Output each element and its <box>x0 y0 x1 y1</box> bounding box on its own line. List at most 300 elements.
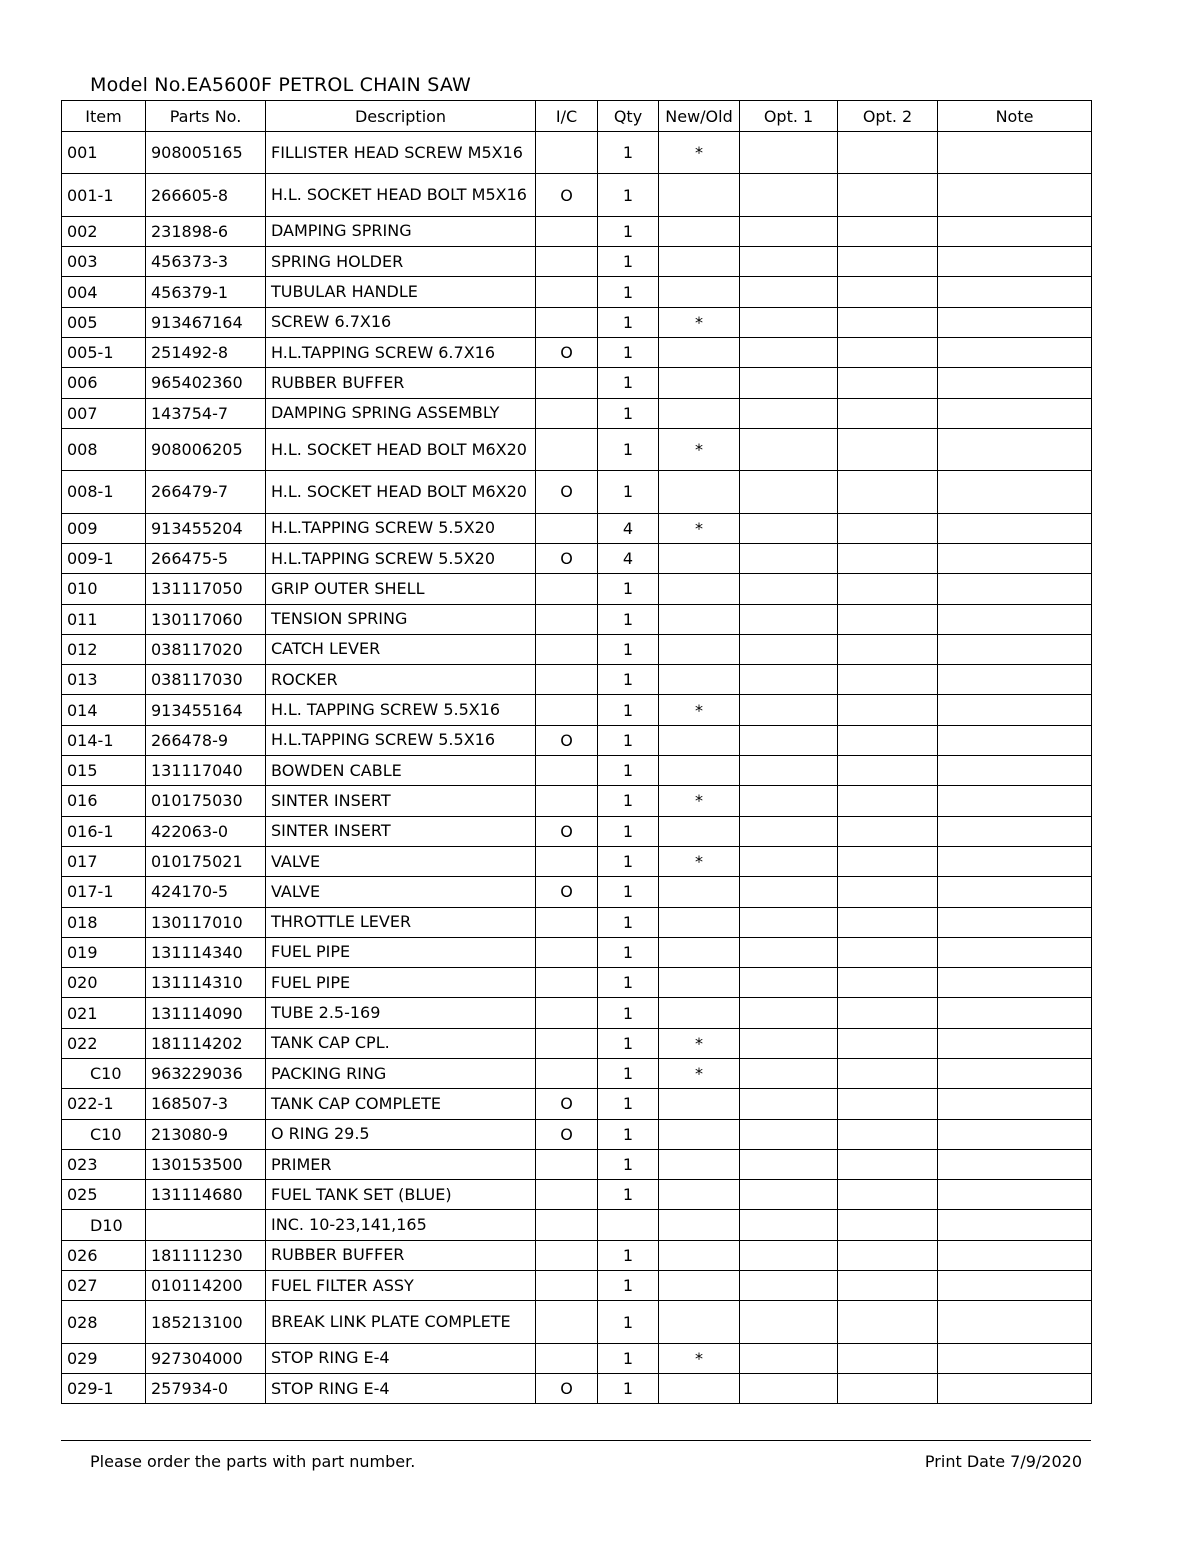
opt2-cell <box>838 877 938 907</box>
parts-no-cell: 213080-9 <box>146 1119 266 1149</box>
opt2-cell <box>838 1058 938 1088</box>
parts-no-cell: 131114680 <box>146 1180 266 1210</box>
qty-cell: 1 <box>598 816 659 846</box>
item-cell: 022 <box>62 1028 146 1058</box>
parts-no-cell: 168507-3 <box>146 1089 266 1119</box>
qty-cell: 1 <box>598 756 659 786</box>
parts-no-cell: 131114310 <box>146 968 266 998</box>
opt2-cell <box>838 604 938 634</box>
item-cell: 020 <box>62 968 146 998</box>
description-cell: H.L. SOCKET HEAD BOLT M6X20 <box>266 428 536 470</box>
table-row <box>62 277 1092 307</box>
note-cell <box>938 428 1092 470</box>
opt1-cell <box>740 1119 838 1149</box>
qty-cell: 1 <box>598 665 659 695</box>
new-old-cell <box>659 907 740 937</box>
opt1-cell <box>740 471 838 513</box>
new-old-cell <box>659 174 740 216</box>
opt2-cell <box>838 937 938 967</box>
item-cell: 018 <box>62 907 146 937</box>
note-cell <box>938 634 1092 664</box>
opt1-cell <box>740 307 838 337</box>
description-cell: RUBBER BUFFER <box>266 368 536 398</box>
new-old-cell <box>659 1089 740 1119</box>
ic-cell <box>536 968 598 998</box>
parts-no-cell: 908006205 <box>146 428 266 470</box>
ic-cell <box>536 368 598 398</box>
parts-no-cell: 913455164 <box>146 695 266 725</box>
description-cell: FUEL TANK SET (BLUE) <box>266 1180 536 1210</box>
qty-cell: 1 <box>598 695 659 725</box>
table-row <box>62 695 1092 725</box>
opt1-cell <box>740 513 838 543</box>
description-cell: FUEL PIPE <box>266 937 536 967</box>
item-cell: 004 <box>62 277 146 307</box>
item-cell: C10 <box>62 1119 146 1149</box>
item-cell: 022-1 <box>62 1089 146 1119</box>
opt2-cell <box>838 665 938 695</box>
note-cell <box>938 725 1092 755</box>
qty-cell: 4 <box>598 513 659 543</box>
description-cell: VALVE <box>266 846 536 876</box>
ic-cell: O <box>536 877 598 907</box>
new-old-cell <box>659 1180 740 1210</box>
new-old-cell <box>659 1210 740 1240</box>
print-date: Print Date 7/9/2020 <box>924 1452 1082 1471</box>
note-cell <box>938 1210 1092 1240</box>
new-old-cell: * <box>659 786 740 816</box>
new-old-cell <box>659 725 740 755</box>
note-cell <box>938 1343 1092 1373</box>
item-cell: C10 <box>62 1058 146 1088</box>
opt2-cell <box>838 1374 938 1404</box>
parts-no-cell: 266475-5 <box>146 543 266 573</box>
note-cell <box>938 877 1092 907</box>
note-cell <box>938 1119 1092 1149</box>
opt1-cell <box>740 665 838 695</box>
ic-cell: O <box>536 174 598 216</box>
qty-cell: 1 <box>598 1119 659 1149</box>
item-cell: 023 <box>62 1149 146 1179</box>
header-item: Item <box>62 101 146 132</box>
item-cell: 019 <box>62 937 146 967</box>
header-note: Note <box>938 101 1092 132</box>
table-row <box>62 1028 1092 1058</box>
new-old-cell: * <box>659 1343 740 1373</box>
description-cell: H.L. SOCKET HEAD BOLT M6X20 <box>266 471 536 513</box>
opt1-cell <box>740 277 838 307</box>
parts-no-cell: 422063-0 <box>146 816 266 846</box>
opt2-cell <box>838 277 938 307</box>
qty-cell: 1 <box>598 1374 659 1404</box>
parts-no-cell: 038117030 <box>146 665 266 695</box>
qty-cell: 1 <box>598 1028 659 1058</box>
item-cell: 013 <box>62 665 146 695</box>
opt2-cell <box>838 756 938 786</box>
note-cell <box>938 471 1092 513</box>
ic-cell <box>536 216 598 246</box>
new-old-cell <box>659 1240 740 1270</box>
opt1-cell <box>740 816 838 846</box>
note-cell <box>938 574 1092 604</box>
ic-cell: O <box>536 337 598 367</box>
new-old-cell: * <box>659 132 740 174</box>
ic-cell <box>536 907 598 937</box>
qty-cell: 1 <box>598 907 659 937</box>
description-cell: O RING 29.5 <box>266 1119 536 1149</box>
description-cell: TUBULAR HANDLE <box>266 277 536 307</box>
parts-no-cell: 131117040 <box>146 756 266 786</box>
opt2-cell <box>838 634 938 664</box>
description-cell: TANK CAP CPL. <box>266 1028 536 1058</box>
ic-cell: O <box>536 1119 598 1149</box>
opt1-cell <box>740 1149 838 1179</box>
opt2-cell <box>838 574 938 604</box>
qty-cell: 1 <box>598 428 659 470</box>
opt2-cell <box>838 846 938 876</box>
item-cell: 017 <box>62 846 146 876</box>
opt1-cell <box>740 132 838 174</box>
opt1-cell <box>740 725 838 755</box>
item-cell: 025 <box>62 1180 146 1210</box>
table-row <box>62 937 1092 967</box>
description-cell: PACKING RING <box>266 1058 536 1088</box>
parts-no-cell <box>146 1210 266 1240</box>
new-old-cell <box>659 368 740 398</box>
note-cell <box>938 1089 1092 1119</box>
description-cell: DAMPING SPRING ASSEMBLY <box>266 398 536 428</box>
qty-cell: 1 <box>598 604 659 634</box>
description-cell: H.L. SOCKET HEAD BOLT M5X16 <box>266 174 536 216</box>
ic-cell <box>536 1180 598 1210</box>
qty-cell: 1 <box>598 1301 659 1343</box>
note-cell <box>938 786 1092 816</box>
item-cell: 005-1 <box>62 337 146 367</box>
description-cell: TANK CAP COMPLETE <box>266 1089 536 1119</box>
parts-no-cell: 130117060 <box>146 604 266 634</box>
ic-cell <box>536 574 598 604</box>
new-old-cell <box>659 471 740 513</box>
parts-no-cell: 266478-9 <box>146 725 266 755</box>
page-title: Model No.EA5600F PETROL CHAIN SAW <box>90 74 471 96</box>
new-old-cell: * <box>659 695 740 725</box>
new-old-cell <box>659 277 740 307</box>
qty-cell: 1 <box>598 786 659 816</box>
description-cell: RUBBER BUFFER <box>266 1240 536 1270</box>
qty-cell: 1 <box>598 174 659 216</box>
parts-no-cell: 257934-0 <box>146 1374 266 1404</box>
opt1-cell <box>740 604 838 634</box>
description-cell: PRIMER <box>266 1149 536 1179</box>
table-row <box>62 725 1092 755</box>
item-cell: 007 <box>62 398 146 428</box>
parts-table <box>61 100 1092 1404</box>
qty-cell: 1 <box>598 307 659 337</box>
table-row <box>62 307 1092 337</box>
opt1-cell <box>740 1343 838 1373</box>
description-cell: H.L.TAPPING SCREW 5.5X20 <box>266 543 536 573</box>
item-cell: 014 <box>62 695 146 725</box>
table-row <box>62 1240 1092 1270</box>
description-cell: H.L.TAPPING SCREW 6.7X16 <box>266 337 536 367</box>
parts-no-cell: 131117050 <box>146 574 266 604</box>
header-parts-no: Parts No. <box>146 101 266 132</box>
opt1-cell <box>740 1058 838 1088</box>
parts-no-cell: 010175021 <box>146 846 266 876</box>
table-row <box>62 174 1092 216</box>
opt1-cell <box>740 786 838 816</box>
description-cell: H.L. TAPPING SCREW 5.5X16 <box>266 695 536 725</box>
note-cell <box>938 368 1092 398</box>
qty-cell: 1 <box>598 725 659 755</box>
qty-cell: 1 <box>598 937 659 967</box>
opt2-cell <box>838 307 938 337</box>
qty-cell: 1 <box>598 216 659 246</box>
table-row <box>62 1089 1092 1119</box>
note-cell <box>938 132 1092 174</box>
qty-cell: 1 <box>598 1058 659 1088</box>
ic-cell <box>536 695 598 725</box>
ic-cell: O <box>536 543 598 573</box>
new-old-cell: * <box>659 513 740 543</box>
ic-cell <box>536 634 598 664</box>
note-cell <box>938 1058 1092 1088</box>
item-cell: 029 <box>62 1343 146 1373</box>
new-old-cell <box>659 1301 740 1343</box>
table-row <box>62 1119 1092 1149</box>
description-cell: TENSION SPRING <box>266 604 536 634</box>
parts-no-cell: 913467164 <box>146 307 266 337</box>
opt1-cell <box>740 1240 838 1270</box>
opt1-cell <box>740 1374 838 1404</box>
note-cell <box>938 695 1092 725</box>
new-old-cell <box>659 247 740 277</box>
note-cell <box>938 337 1092 367</box>
table-row <box>62 337 1092 367</box>
opt2-cell <box>838 513 938 543</box>
new-old-cell: * <box>659 1058 740 1088</box>
opt1-cell <box>740 998 838 1028</box>
description-cell: VALVE <box>266 877 536 907</box>
item-cell: 015 <box>62 756 146 786</box>
table-row <box>62 428 1092 470</box>
item-cell: 027 <box>62 1271 146 1301</box>
description-cell: TUBE 2.5-169 <box>266 998 536 1028</box>
parts-no-cell: 185213100 <box>146 1301 266 1343</box>
parts-no-cell: 131114090 <box>146 998 266 1028</box>
item-cell: 028 <box>62 1301 146 1343</box>
table-row <box>62 634 1092 664</box>
table-row <box>62 968 1092 998</box>
item-cell: 003 <box>62 247 146 277</box>
header-new-old: New/Old <box>659 101 740 132</box>
header-ic: I/C <box>536 101 598 132</box>
header-opt1: Opt. 1 <box>740 101 838 132</box>
new-old-cell <box>659 937 740 967</box>
parts-no-cell: 038117020 <box>146 634 266 664</box>
new-old-cell <box>659 665 740 695</box>
opt2-cell <box>838 471 938 513</box>
ic-cell: O <box>536 1089 598 1119</box>
opt2-cell <box>838 1028 938 1058</box>
qty-cell <box>598 1210 659 1240</box>
table-row <box>62 247 1092 277</box>
item-cell: 011 <box>62 604 146 634</box>
qty-cell: 1 <box>598 968 659 998</box>
new-old-cell <box>659 968 740 998</box>
ic-cell <box>536 247 598 277</box>
note-cell <box>938 998 1092 1028</box>
qty-cell: 1 <box>598 1240 659 1270</box>
opt1-cell <box>740 1210 838 1240</box>
opt2-cell <box>838 907 938 937</box>
item-cell: 009 <box>62 513 146 543</box>
ic-cell: O <box>536 471 598 513</box>
ic-cell <box>536 307 598 337</box>
item-cell: 001-1 <box>62 174 146 216</box>
opt2-cell <box>838 216 938 246</box>
parts-no-cell: 266605-8 <box>146 174 266 216</box>
new-old-cell <box>659 1119 740 1149</box>
description-cell: H.L.TAPPING SCREW 5.5X16 <box>266 725 536 755</box>
item-cell: 002 <box>62 216 146 246</box>
ic-cell <box>536 513 598 543</box>
description-cell: SCREW 6.7X16 <box>266 307 536 337</box>
header-row <box>62 101 1092 132</box>
table-row <box>62 907 1092 937</box>
footer-note: Please order the parts with part number. <box>90 1452 416 1471</box>
new-old-cell <box>659 604 740 634</box>
item-cell: 001 <box>62 132 146 174</box>
opt1-cell <box>740 1089 838 1119</box>
opt2-cell <box>838 968 938 998</box>
note-cell <box>938 968 1092 998</box>
opt2-cell <box>838 132 938 174</box>
opt2-cell <box>838 174 938 216</box>
item-cell: 016 <box>62 786 146 816</box>
header-opt2: Opt. 2 <box>838 101 938 132</box>
table-row <box>62 513 1092 543</box>
parts-no-cell: 908005165 <box>146 132 266 174</box>
parts-no-cell: 965402360 <box>146 368 266 398</box>
note-cell <box>938 277 1092 307</box>
ic-cell <box>536 1240 598 1270</box>
description-cell: CATCH LEVER <box>266 634 536 664</box>
qty-cell: 1 <box>598 998 659 1028</box>
opt1-cell <box>740 846 838 876</box>
ic-cell <box>536 1271 598 1301</box>
item-cell: 029-1 <box>62 1374 146 1404</box>
opt1-cell <box>740 877 838 907</box>
ic-cell: O <box>536 725 598 755</box>
qty-cell: 1 <box>598 634 659 664</box>
opt1-cell <box>740 907 838 937</box>
opt2-cell <box>838 1301 938 1343</box>
opt1-cell <box>740 337 838 367</box>
table-row <box>62 132 1092 174</box>
ic-cell <box>536 756 598 786</box>
qty-cell: 1 <box>598 132 659 174</box>
ic-cell <box>536 1058 598 1088</box>
qty-cell: 4 <box>598 543 659 573</box>
parts-no-cell: 456373-3 <box>146 247 266 277</box>
ic-cell <box>536 786 598 816</box>
opt2-cell <box>838 786 938 816</box>
header-qty: Qty <box>598 101 659 132</box>
note-cell <box>938 216 1092 246</box>
opt2-cell <box>838 725 938 755</box>
opt2-cell <box>838 1149 938 1179</box>
item-cell: 026 <box>62 1240 146 1270</box>
new-old-cell <box>659 543 740 573</box>
new-old-cell: * <box>659 846 740 876</box>
description-cell: STOP RING E-4 <box>266 1343 536 1373</box>
note-cell <box>938 247 1092 277</box>
table-row <box>62 574 1092 604</box>
new-old-cell <box>659 816 740 846</box>
qty-cell: 1 <box>598 1089 659 1119</box>
item-cell: 014-1 <box>62 725 146 755</box>
note-cell <box>938 1301 1092 1343</box>
note-cell <box>938 1271 1092 1301</box>
qty-cell: 1 <box>598 368 659 398</box>
qty-cell: 1 <box>598 337 659 367</box>
new-old-cell <box>659 877 740 907</box>
new-old-cell <box>659 398 740 428</box>
ic-cell <box>536 1210 598 1240</box>
opt2-cell <box>838 428 938 470</box>
note-cell <box>938 907 1092 937</box>
ic-cell <box>536 1028 598 1058</box>
item-cell: 012 <box>62 634 146 664</box>
description-cell: THROTTLE LEVER <box>266 907 536 937</box>
opt2-cell <box>838 1240 938 1270</box>
new-old-cell <box>659 574 740 604</box>
note-cell <box>938 174 1092 216</box>
table-row <box>62 998 1092 1028</box>
table-row <box>62 816 1092 846</box>
note-cell <box>938 604 1092 634</box>
parts-no-cell: 913455204 <box>146 513 266 543</box>
table-row <box>62 471 1092 513</box>
opt1-cell <box>740 634 838 664</box>
item-cell: 016-1 <box>62 816 146 846</box>
ic-cell <box>536 998 598 1028</box>
opt1-cell <box>740 695 838 725</box>
table-body <box>62 132 1092 1404</box>
parts-no-cell: 424170-5 <box>146 877 266 907</box>
ic-cell <box>536 428 598 470</box>
note-cell <box>938 846 1092 876</box>
ic-cell: O <box>536 816 598 846</box>
table-row <box>62 1180 1092 1210</box>
table-row <box>62 1301 1092 1343</box>
opt1-cell <box>740 1271 838 1301</box>
qty-cell: 1 <box>598 574 659 604</box>
note-cell <box>938 398 1092 428</box>
opt2-cell <box>838 1343 938 1373</box>
description-cell: BREAK LINK PLATE COMPLETE <box>266 1301 536 1343</box>
qty-cell: 1 <box>598 1180 659 1210</box>
table-row <box>62 877 1092 907</box>
description-cell: FILLISTER HEAD SCREW M5X16 <box>266 132 536 174</box>
description-cell: SPRING HOLDER <box>266 247 536 277</box>
description-cell: STOP RING E-4 <box>266 1374 536 1404</box>
note-cell <box>938 1028 1092 1058</box>
item-cell: 009-1 <box>62 543 146 573</box>
note-cell <box>938 1240 1092 1270</box>
note-cell <box>938 937 1092 967</box>
